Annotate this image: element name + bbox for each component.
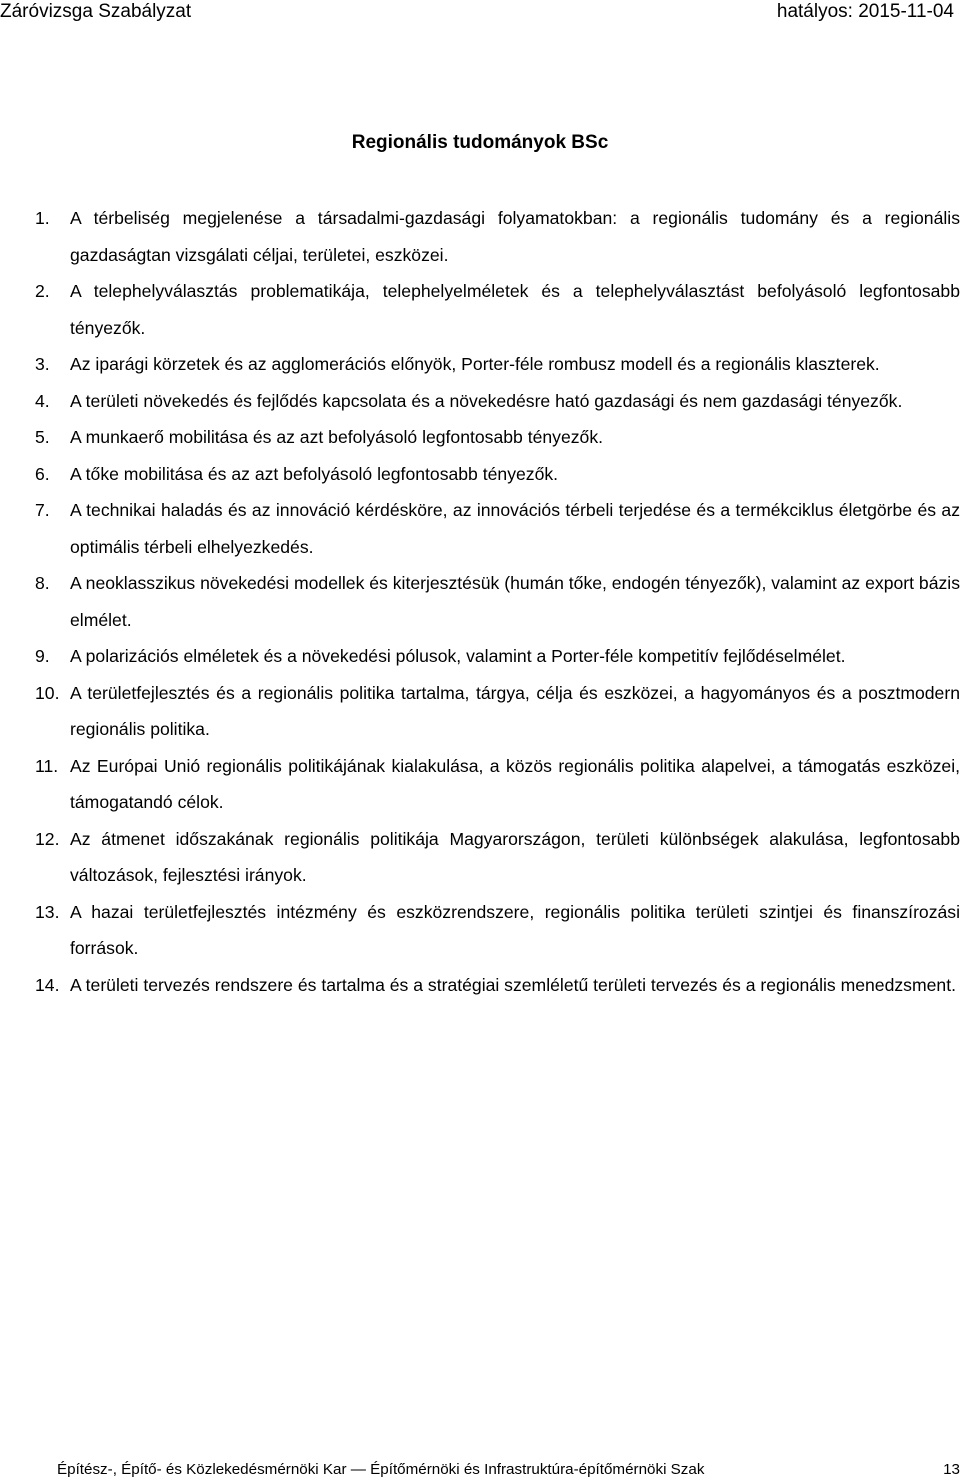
item-number: 8. bbox=[35, 573, 50, 593]
page-header bbox=[0, 0, 960, 26]
page-title: Regionális tudományok BSc bbox=[351, 132, 609, 153]
item-text: A hazai területfejlesztés intézmény és eszközrendszere, regionális politika területi szintjei és finanszírozási források. bbox=[70, 901, 960, 958]
list-item bbox=[35, 675, 960, 748]
item-number: 7. bbox=[35, 500, 50, 520]
item-text: A tőke mobilitása és az azt befolyásoló legfontosabb tényezők. bbox=[70, 463, 559, 484]
item-number: 4. bbox=[35, 390, 50, 411]
item-number: 6. bbox=[35, 463, 50, 484]
item-text: A telephelyválasztás problematikája, telephelyelméletek és a telephelyválasztást befolyásoló legfontosabb tényezők. bbox=[70, 281, 960, 338]
list-item bbox=[35, 419, 960, 456]
item-text: A polarizációs elméletek és a növekedési pólusok, valamint a Porter-féle kompetitív fejlődéselmélet. bbox=[70, 646, 846, 666]
item-number: 1. bbox=[35, 208, 50, 228]
item-text: A területi növekedés és fejlődés kapcsolata és a növekedésre ható gazdasági és nem gazdasági tényezők. bbox=[70, 390, 903, 411]
list-item bbox=[35, 273, 960, 346]
list-item bbox=[35, 821, 960, 894]
item-number: 3. bbox=[35, 354, 50, 374]
list-item bbox=[35, 200, 960, 273]
item-number: 5. bbox=[35, 427, 50, 447]
item-number: 10. bbox=[35, 682, 60, 703]
item-number: 11. bbox=[35, 755, 59, 776]
item-number: 14. bbox=[35, 974, 60, 995]
page-footer bbox=[0, 1460, 960, 1481]
effective-date: hatályos: 2015-11-04 bbox=[776, 1, 954, 22]
item-number: 13. bbox=[35, 901, 60, 922]
item-text: A területfejlesztés és a regionális politika tartalma, tárgya, célja és eszközei, a hagyományos és a posztmodern regionális politika. bbox=[70, 682, 960, 739]
item-text: A munkaerő mobilitása és az azt befolyásoló legfontosabb tényezők. bbox=[70, 427, 604, 447]
list-item bbox=[35, 456, 960, 493]
item-number: 12. bbox=[35, 828, 60, 849]
item-text: Az átmenet időszakának regionális politikája Magyarországon, területi különbségek alakulása, legfontosabb változások, fejlesztési irányok. bbox=[70, 828, 960, 885]
list-item bbox=[35, 894, 960, 967]
list-item bbox=[35, 748, 960, 821]
faculty-program-label: Építész-, Építő- és Közlekedésmérnöki Kar — Építőmérnöki és Infrastruktúra-építőmérnöki Szak bbox=[57, 1461, 705, 1478]
list-item bbox=[35, 492, 960, 565]
document-title: Záróvizsga Szabályzat bbox=[0, 1, 192, 22]
item-number: 2. bbox=[35, 281, 50, 301]
item-number: 9. bbox=[35, 646, 50, 666]
list-item bbox=[35, 565, 960, 638]
item-text: A területi tervezés rendszere és tartalma és a stratégiai szemléletű területi tervezés és a regionális menedzsment. bbox=[70, 974, 956, 995]
list-item bbox=[35, 967, 960, 1004]
page-number: 13 bbox=[943, 1461, 960, 1478]
list-item bbox=[35, 638, 960, 675]
item-text: A neoklasszikus növekedési modellek és kiterjesztésük (humán tőke, endogén tényezők), valamint az export bázis elmélet. bbox=[70, 573, 960, 630]
item-text: Az iparági körzetek és az agglomerációs előnyök, Porter-féle rombusz modell és a regionális klaszterek. bbox=[70, 354, 880, 374]
item-text: A térbeliség megjelenése a társadalmi-gazdasági folyamatokban: a regionális tudomány és a regionális gazdaságtan vizsgálati céljai, területei, eszközei. bbox=[70, 208, 960, 265]
item-text: Az Európai Unió regionális politikájának kialakulása, a közös regionális politika alapelvei, a támogatás eszközei, támogatandó célok. bbox=[70, 755, 960, 812]
topic-list bbox=[35, 200, 960, 1003]
list-item bbox=[35, 383, 960, 420]
list-item bbox=[35, 346, 960, 383]
item-text: A technikai haladás és az innováció kérdésköre, az innovációs térbeli terjedése és a termékciklus életgörbe és az optimális térbeli elhelyezkedés. bbox=[70, 500, 960, 557]
